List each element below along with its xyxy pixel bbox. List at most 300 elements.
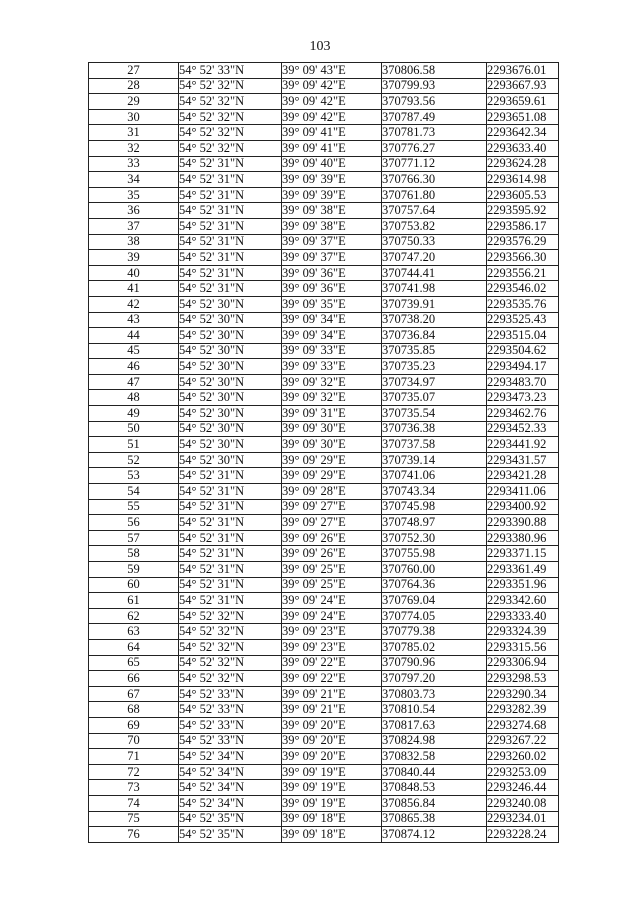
latitude-cell: 54° 52' 35"N (179, 811, 282, 827)
coordinates-table (88, 62, 559, 843)
y-coordinate-cell: 2293431.57 (487, 452, 559, 468)
table-row (89, 780, 559, 796)
longitude-cell: 39° 09' 41"E (282, 125, 382, 141)
table-row (89, 94, 559, 110)
x-coordinate-cell: 370735.07 (382, 390, 487, 406)
table-row (89, 452, 559, 468)
y-coordinate-cell: 2293525.43 (487, 312, 559, 328)
y-coordinate-cell: 2293240.08 (487, 795, 559, 811)
latitude-cell: 54° 52' 30"N (179, 452, 282, 468)
x-coordinate-cell: 370856.84 (382, 795, 487, 811)
longitude-cell: 39° 09' 43"E (282, 63, 382, 79)
latitude-cell: 54° 52' 31"N (179, 156, 282, 172)
longitude-cell: 39° 09' 38"E (282, 203, 382, 219)
latitude-cell: 54° 52' 31"N (179, 530, 282, 546)
table-row (89, 359, 559, 375)
x-coordinate-cell: 370752.30 (382, 530, 487, 546)
longitude-cell: 39° 09' 30"E (282, 421, 382, 437)
latitude-cell: 54° 52' 31"N (179, 562, 282, 578)
latitude-cell: 54° 52' 31"N (179, 499, 282, 515)
table-row (89, 265, 559, 281)
point-number-cell: 51 (89, 437, 179, 453)
latitude-cell: 54° 52' 31"N (179, 234, 282, 250)
latitude-cell: 54° 52' 31"N (179, 577, 282, 593)
point-number-cell: 54 (89, 484, 179, 500)
x-coordinate-cell: 370741.98 (382, 281, 487, 297)
point-number-cell: 40 (89, 265, 179, 281)
point-number-cell: 27 (89, 63, 179, 79)
y-coordinate-cell: 2293494.17 (487, 359, 559, 375)
y-coordinate-cell: 2293260.02 (487, 749, 559, 765)
table-row (89, 827, 559, 843)
table-row (89, 795, 559, 811)
x-coordinate-cell: 370769.04 (382, 593, 487, 609)
table-row (89, 63, 559, 79)
point-number-cell: 74 (89, 795, 179, 811)
x-coordinate-cell: 370787.49 (382, 109, 487, 125)
y-coordinate-cell: 2293315.56 (487, 639, 559, 655)
x-coordinate-cell: 370874.12 (382, 827, 487, 843)
table-row (89, 343, 559, 359)
longitude-cell: 39° 09' 37"E (282, 250, 382, 266)
x-coordinate-cell: 370781.73 (382, 125, 487, 141)
table-row (89, 374, 559, 390)
table-row (89, 484, 559, 500)
table-row (89, 639, 559, 655)
longitude-cell: 39° 09' 20"E (282, 733, 382, 749)
table-row (89, 203, 559, 219)
table-row (89, 187, 559, 203)
x-coordinate-cell: 370747.20 (382, 250, 487, 266)
x-coordinate-cell: 370737.58 (382, 437, 487, 453)
x-coordinate-cell: 370755.98 (382, 546, 487, 562)
y-coordinate-cell: 2293351.96 (487, 577, 559, 593)
table-row (89, 421, 559, 437)
longitude-cell: 39° 09' 27"E (282, 499, 382, 515)
y-coordinate-cell: 2293333.40 (487, 608, 559, 624)
x-coordinate-cell: 370748.97 (382, 515, 487, 531)
x-coordinate-cell: 370760.00 (382, 562, 487, 578)
y-coordinate-cell: 2293546.02 (487, 281, 559, 297)
point-number-cell: 69 (89, 717, 179, 733)
longitude-cell: 39° 09' 29"E (282, 468, 382, 484)
y-coordinate-cell: 2293342.60 (487, 593, 559, 609)
longitude-cell: 39° 09' 33"E (282, 359, 382, 375)
point-number-cell: 55 (89, 499, 179, 515)
table-row (89, 717, 559, 733)
x-coordinate-cell: 370785.02 (382, 639, 487, 655)
point-number-cell: 41 (89, 281, 179, 297)
table-row (89, 562, 559, 578)
point-number-cell: 66 (89, 671, 179, 687)
table-row (89, 281, 559, 297)
table-row (89, 172, 559, 188)
latitude-cell: 54° 52' 34"N (179, 764, 282, 780)
table-row (89, 109, 559, 125)
latitude-cell: 54° 52' 34"N (179, 795, 282, 811)
x-coordinate-cell: 370865.38 (382, 811, 487, 827)
point-number-cell: 63 (89, 624, 179, 640)
x-coordinate-cell: 370738.20 (382, 312, 487, 328)
latitude-cell: 54° 52' 33"N (179, 717, 282, 733)
latitude-cell: 54° 52' 32"N (179, 94, 282, 110)
x-coordinate-cell: 370797.20 (382, 671, 487, 687)
point-number-cell: 58 (89, 546, 179, 562)
latitude-cell: 54° 52' 31"N (179, 515, 282, 531)
longitude-cell: 39° 09' 39"E (282, 187, 382, 203)
y-coordinate-cell: 2293595.92 (487, 203, 559, 219)
latitude-cell: 54° 52' 32"N (179, 109, 282, 125)
point-number-cell: 46 (89, 359, 179, 375)
y-coordinate-cell: 2293400.92 (487, 499, 559, 515)
x-coordinate-cell: 370757.64 (382, 203, 487, 219)
table-row (89, 671, 559, 687)
latitude-cell: 54° 52' 30"N (179, 374, 282, 390)
x-coordinate-cell: 370817.63 (382, 717, 487, 733)
x-coordinate-cell: 370735.85 (382, 343, 487, 359)
latitude-cell: 54° 52' 31"N (179, 546, 282, 562)
table-row (89, 655, 559, 671)
point-number-cell: 61 (89, 593, 179, 609)
point-number-cell: 37 (89, 218, 179, 234)
y-coordinate-cell: 2293274.68 (487, 717, 559, 733)
table-row (89, 78, 559, 94)
point-number-cell: 42 (89, 296, 179, 312)
longitude-cell: 39° 09' 35"E (282, 296, 382, 312)
point-number-cell: 28 (89, 78, 179, 94)
longitude-cell: 39° 09' 36"E (282, 281, 382, 297)
coordinates-table-body (89, 63, 559, 843)
point-number-cell: 44 (89, 328, 179, 344)
x-coordinate-cell: 370840.44 (382, 764, 487, 780)
longitude-cell: 39° 09' 19"E (282, 795, 382, 811)
longitude-cell: 39° 09' 42"E (282, 94, 382, 110)
latitude-cell: 54° 52' 34"N (179, 749, 282, 765)
y-coordinate-cell: 2293633.40 (487, 140, 559, 156)
table-row (89, 328, 559, 344)
table-row (89, 312, 559, 328)
y-coordinate-cell: 2293642.34 (487, 125, 559, 141)
x-coordinate-cell: 370806.58 (382, 63, 487, 79)
longitude-cell: 39° 09' 24"E (282, 608, 382, 624)
point-number-cell: 39 (89, 250, 179, 266)
table-row (89, 499, 559, 515)
y-coordinate-cell: 2293371.15 (487, 546, 559, 562)
y-coordinate-cell: 2293605.53 (487, 187, 559, 203)
y-coordinate-cell: 2293411.06 (487, 484, 559, 500)
table-row (89, 733, 559, 749)
longitude-cell: 39° 09' 23"E (282, 624, 382, 640)
table-row (89, 593, 559, 609)
latitude-cell: 54° 52' 31"N (179, 250, 282, 266)
x-coordinate-cell: 370739.91 (382, 296, 487, 312)
y-coordinate-cell: 2293267.22 (487, 733, 559, 749)
y-coordinate-cell: 2293298.53 (487, 671, 559, 687)
table-row (89, 702, 559, 718)
point-number-cell: 47 (89, 374, 179, 390)
point-number-cell: 76 (89, 827, 179, 843)
longitude-cell: 39° 09' 22"E (282, 655, 382, 671)
point-number-cell: 71 (89, 749, 179, 765)
x-coordinate-cell: 370771.12 (382, 156, 487, 172)
point-number-cell: 52 (89, 452, 179, 468)
latitude-cell: 54° 52' 32"N (179, 639, 282, 655)
x-coordinate-cell: 370735.54 (382, 406, 487, 422)
table-row (89, 390, 559, 406)
latitude-cell: 54° 52' 32"N (179, 608, 282, 624)
longitude-cell: 39° 09' 27"E (282, 515, 382, 531)
point-number-cell: 50 (89, 421, 179, 437)
longitude-cell: 39° 09' 34"E (282, 312, 382, 328)
longitude-cell: 39° 09' 25"E (282, 577, 382, 593)
table-row (89, 530, 559, 546)
point-number-cell: 53 (89, 468, 179, 484)
point-number-cell: 36 (89, 203, 179, 219)
y-coordinate-cell: 2293659.61 (487, 94, 559, 110)
x-coordinate-cell: 370799.93 (382, 78, 487, 94)
x-coordinate-cell: 370736.38 (382, 421, 487, 437)
y-coordinate-cell: 2293586.17 (487, 218, 559, 234)
y-coordinate-cell: 2293624.28 (487, 156, 559, 172)
table-row (89, 546, 559, 562)
x-coordinate-cell: 370776.27 (382, 140, 487, 156)
table-row (89, 406, 559, 422)
latitude-cell: 54° 52' 32"N (179, 140, 282, 156)
latitude-cell: 54° 52' 31"N (179, 203, 282, 219)
x-coordinate-cell: 370790.96 (382, 655, 487, 671)
longitude-cell: 39° 09' 41"E (282, 140, 382, 156)
latitude-cell: 54° 52' 32"N (179, 671, 282, 687)
latitude-cell: 54° 52' 30"N (179, 421, 282, 437)
point-number-cell: 38 (89, 234, 179, 250)
longitude-cell: 39° 09' 26"E (282, 530, 382, 546)
latitude-cell: 54° 52' 30"N (179, 312, 282, 328)
longitude-cell: 39° 09' 18"E (282, 827, 382, 843)
y-coordinate-cell: 2293441.92 (487, 437, 559, 453)
x-coordinate-cell: 370810.54 (382, 702, 487, 718)
point-number-cell: 34 (89, 172, 179, 188)
latitude-cell: 54° 52' 32"N (179, 78, 282, 94)
longitude-cell: 39° 09' 19"E (282, 764, 382, 780)
point-number-cell: 33 (89, 156, 179, 172)
longitude-cell: 39° 09' 28"E (282, 484, 382, 500)
latitude-cell: 54° 52' 30"N (179, 359, 282, 375)
longitude-cell: 39° 09' 22"E (282, 671, 382, 687)
latitude-cell: 54° 52' 33"N (179, 686, 282, 702)
latitude-cell: 54° 52' 30"N (179, 390, 282, 406)
point-number-cell: 32 (89, 140, 179, 156)
x-coordinate-cell: 370750.33 (382, 234, 487, 250)
table-row (89, 624, 559, 640)
y-coordinate-cell: 2293556.21 (487, 265, 559, 281)
point-number-cell: 56 (89, 515, 179, 531)
y-coordinate-cell: 2293576.29 (487, 234, 559, 250)
latitude-cell: 54° 52' 31"N (179, 593, 282, 609)
latitude-cell: 54° 52' 31"N (179, 468, 282, 484)
longitude-cell: 39° 09' 31"E (282, 406, 382, 422)
table-row (89, 437, 559, 453)
point-number-cell: 49 (89, 406, 179, 422)
table-row (89, 234, 559, 250)
y-coordinate-cell: 2293282.39 (487, 702, 559, 718)
y-coordinate-cell: 2293473.23 (487, 390, 559, 406)
latitude-cell: 54° 52' 30"N (179, 406, 282, 422)
table-row (89, 156, 559, 172)
point-number-cell: 59 (89, 562, 179, 578)
longitude-cell: 39° 09' 20"E (282, 717, 382, 733)
x-coordinate-cell: 370779.38 (382, 624, 487, 640)
table-row (89, 140, 559, 156)
longitude-cell: 39° 09' 42"E (282, 78, 382, 94)
longitude-cell: 39° 09' 32"E (282, 390, 382, 406)
x-coordinate-cell: 370753.82 (382, 218, 487, 234)
table-row (89, 686, 559, 702)
longitude-cell: 39° 09' 38"E (282, 218, 382, 234)
point-number-cell: 72 (89, 764, 179, 780)
y-coordinate-cell: 2293306.94 (487, 655, 559, 671)
longitude-cell: 39° 09' 19"E (282, 780, 382, 796)
longitude-cell: 39° 09' 32"E (282, 374, 382, 390)
longitude-cell: 39° 09' 33"E (282, 343, 382, 359)
latitude-cell: 54° 52' 30"N (179, 437, 282, 453)
x-coordinate-cell: 370741.06 (382, 468, 487, 484)
x-coordinate-cell: 370761.80 (382, 187, 487, 203)
y-coordinate-cell: 2293234.01 (487, 811, 559, 827)
y-coordinate-cell: 2293462.76 (487, 406, 559, 422)
table-row (89, 296, 559, 312)
x-coordinate-cell: 370803.73 (382, 686, 487, 702)
point-number-cell: 48 (89, 390, 179, 406)
table-row (89, 577, 559, 593)
y-coordinate-cell: 2293361.49 (487, 562, 559, 578)
latitude-cell: 54° 52' 31"N (179, 484, 282, 500)
point-number-cell: 67 (89, 686, 179, 702)
point-number-cell: 65 (89, 655, 179, 671)
latitude-cell: 54° 52' 30"N (179, 328, 282, 344)
point-number-cell: 57 (89, 530, 179, 546)
x-coordinate-cell: 370734.97 (382, 374, 487, 390)
longitude-cell: 39° 09' 40"E (282, 156, 382, 172)
x-coordinate-cell: 370739.14 (382, 452, 487, 468)
y-coordinate-cell: 2293324.39 (487, 624, 559, 640)
x-coordinate-cell: 370743.34 (382, 484, 487, 500)
x-coordinate-cell: 370793.56 (382, 94, 487, 110)
x-coordinate-cell: 370735.23 (382, 359, 487, 375)
y-coordinate-cell: 2293390.88 (487, 515, 559, 531)
y-coordinate-cell: 2293504.62 (487, 343, 559, 359)
latitude-cell: 54° 52' 30"N (179, 296, 282, 312)
y-coordinate-cell: 2293380.96 (487, 530, 559, 546)
y-coordinate-cell: 2293667.93 (487, 78, 559, 94)
latitude-cell: 54° 52' 33"N (179, 63, 282, 79)
point-number-cell: 30 (89, 109, 179, 125)
latitude-cell: 54° 52' 33"N (179, 702, 282, 718)
point-number-cell: 29 (89, 94, 179, 110)
y-coordinate-cell: 2293614.98 (487, 172, 559, 188)
table-row (89, 218, 559, 234)
x-coordinate-cell: 370774.05 (382, 608, 487, 624)
x-coordinate-cell: 370736.84 (382, 328, 487, 344)
point-number-cell: 75 (89, 811, 179, 827)
latitude-cell: 54° 52' 32"N (179, 624, 282, 640)
point-number-cell: 70 (89, 733, 179, 749)
longitude-cell: 39° 09' 34"E (282, 328, 382, 344)
latitude-cell: 54° 52' 31"N (179, 218, 282, 234)
y-coordinate-cell: 2293228.24 (487, 827, 559, 843)
y-coordinate-cell: 2293246.44 (487, 780, 559, 796)
point-number-cell: 60 (89, 577, 179, 593)
latitude-cell: 54° 52' 31"N (179, 265, 282, 281)
latitude-cell: 54° 52' 31"N (179, 172, 282, 188)
x-coordinate-cell: 370745.98 (382, 499, 487, 515)
table-row (89, 125, 559, 141)
longitude-cell: 39° 09' 37"E (282, 234, 382, 250)
latitude-cell: 54° 52' 32"N (179, 125, 282, 141)
longitude-cell: 39° 09' 18"E (282, 811, 382, 827)
table-row (89, 250, 559, 266)
x-coordinate-cell: 370848.53 (382, 780, 487, 796)
point-number-cell: 35 (89, 187, 179, 203)
point-number-cell: 68 (89, 702, 179, 718)
latitude-cell: 54° 52' 31"N (179, 187, 282, 203)
y-coordinate-cell: 2293515.04 (487, 328, 559, 344)
longitude-cell: 39° 09' 29"E (282, 452, 382, 468)
point-number-cell: 43 (89, 312, 179, 328)
y-coordinate-cell: 2293483.70 (487, 374, 559, 390)
point-number-cell: 64 (89, 639, 179, 655)
latitude-cell: 54° 52' 33"N (179, 733, 282, 749)
latitude-cell: 54° 52' 31"N (179, 281, 282, 297)
y-coordinate-cell: 2293566.30 (487, 250, 559, 266)
longitude-cell: 39° 09' 42"E (282, 109, 382, 125)
x-coordinate-cell: 370766.30 (382, 172, 487, 188)
latitude-cell: 54° 52' 30"N (179, 343, 282, 359)
longitude-cell: 39° 09' 25"E (282, 562, 382, 578)
table-row (89, 608, 559, 624)
y-coordinate-cell: 2293290.34 (487, 686, 559, 702)
y-coordinate-cell: 2293535.76 (487, 296, 559, 312)
y-coordinate-cell: 2293676.01 (487, 63, 559, 79)
page-number: 103 (309, 39, 331, 54)
point-number-cell: 62 (89, 608, 179, 624)
latitude-cell: 54° 52' 35"N (179, 827, 282, 843)
longitude-cell: 39° 09' 23"E (282, 639, 382, 655)
latitude-cell: 54° 52' 34"N (179, 780, 282, 796)
table-row (89, 764, 559, 780)
x-coordinate-cell: 370764.36 (382, 577, 487, 593)
y-coordinate-cell: 2293253.09 (487, 764, 559, 780)
latitude-cell: 54° 52' 32"N (179, 655, 282, 671)
longitude-cell: 39° 09' 24"E (282, 593, 382, 609)
x-coordinate-cell: 370744.41 (382, 265, 487, 281)
table-row (89, 515, 559, 531)
longitude-cell: 39° 09' 20"E (282, 749, 382, 765)
point-number-cell: 31 (89, 125, 179, 141)
longitude-cell: 39° 09' 30"E (282, 437, 382, 453)
y-coordinate-cell: 2293452.33 (487, 421, 559, 437)
x-coordinate-cell: 370824.98 (382, 733, 487, 749)
longitude-cell: 39° 09' 39"E (282, 172, 382, 188)
table-row (89, 749, 559, 765)
table-row (89, 468, 559, 484)
point-number-cell: 73 (89, 780, 179, 796)
point-number-cell: 45 (89, 343, 179, 359)
longitude-cell: 39° 09' 21"E (282, 702, 382, 718)
longitude-cell: 39° 09' 21"E (282, 686, 382, 702)
y-coordinate-cell: 2293651.08 (487, 109, 559, 125)
y-coordinate-cell: 2293421.28 (487, 468, 559, 484)
x-coordinate-cell: 370832.58 (382, 749, 487, 765)
